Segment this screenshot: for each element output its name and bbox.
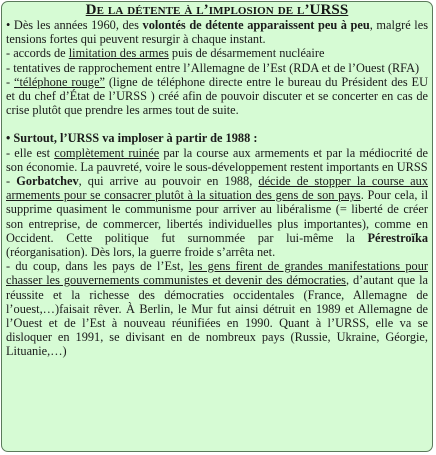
section-heading-implosion xyxy=(6,131,428,145)
text: puis de désarmement nucléaire xyxy=(168,46,325,61)
paragraph-accords xyxy=(6,46,428,60)
bold-text: volontés de détente apparaissent peu à peu xyxy=(142,18,370,32)
paragraph-rapprochement: - tentatives de rapprochement entre l’Allemagne de l’Est (RDA et de l’Ouest (RFA) xyxy=(6,60,420,75)
lesson-card xyxy=(1,1,433,452)
paragraph-detente xyxy=(6,18,428,46)
text: par la course aux armements et par la médiocrité de son économie. La pauvreté, voire le sous-développement restent importants en URSS xyxy=(6,145,428,174)
underlined-text: complètement ruinée xyxy=(54,145,160,160)
text: • Dès les années 1960, des xyxy=(6,18,143,32)
underlined-text: “téléphone rouge” xyxy=(14,74,105,89)
underlined-text: décide de stopper la course aux armements pour se consacrer plutôt à la situation des gens de son pays xyxy=(6,174,429,203)
paragraph-pays-est xyxy=(6,259,428,358)
text: (réorganisation). Dès lors, la guerre froide s’arrêta net. xyxy=(6,245,276,260)
text: - xyxy=(6,174,17,189)
spacer xyxy=(6,117,428,131)
paragraph-ruinee xyxy=(6,146,428,174)
page-title: De la détente à l’implosion de l’URSS xyxy=(85,2,349,18)
text: - xyxy=(6,74,14,89)
text: , d’autant que la réussite et la richesse des démocraties occidentales (France, Allemagne de l’ouest,…)faisait rêver. À Berlin, le Mur fut ainsi détruit en 1989 et Allemagne de l’Ouest et de l’Est à nouveau réunifiées en 1990. Quant à l’URSS, elle va se disloquer en 1991, se divisant en de nombreux pays (Russie, Ukraine, Géorgie, Lituanie,…) xyxy=(6,273,428,359)
text: , qui arrive au pouvoir en 1988, xyxy=(78,174,259,189)
paragraph-gorbatchev xyxy=(6,174,428,259)
text: - elle est xyxy=(6,145,55,160)
text: . Pour cela, il supprime quasiment le communisme pour arriver au libéralisme (= liberté de créer son entreprise, de commercer, libertés individuelles plus importantes), comme en Occident. Cette politique fut surnommée par lui-même la xyxy=(6,188,428,245)
bold-text: • Surtout, l’URSS va imploser à partir de 1988 : xyxy=(6,131,258,146)
text: - accords de xyxy=(6,46,69,61)
bold-text: Pérestroïka xyxy=(367,230,428,245)
paragraph-telephone-rouge xyxy=(6,75,428,118)
text: (ligne de téléphone directe entre le bureau du Président des EU et du chef d’État de l’URSS ) créé afin de pouvoir discuter et se concerter en cas de crise plutôt que prendre les armes tout de suite. xyxy=(6,74,428,118)
text: - du coup, dans les pays de l’Est, xyxy=(6,259,189,274)
underlined-text: les gens firent de grandes manifestations pour chasser les gouvernements communistes et devenir des démocraties xyxy=(6,259,428,288)
underlined-text: limitation des armes xyxy=(68,46,169,61)
bold-text: Gorbatchev xyxy=(16,174,79,189)
text: , malgré les tensions fortes qui peuvent resurgir à chaque instant. xyxy=(6,18,428,47)
